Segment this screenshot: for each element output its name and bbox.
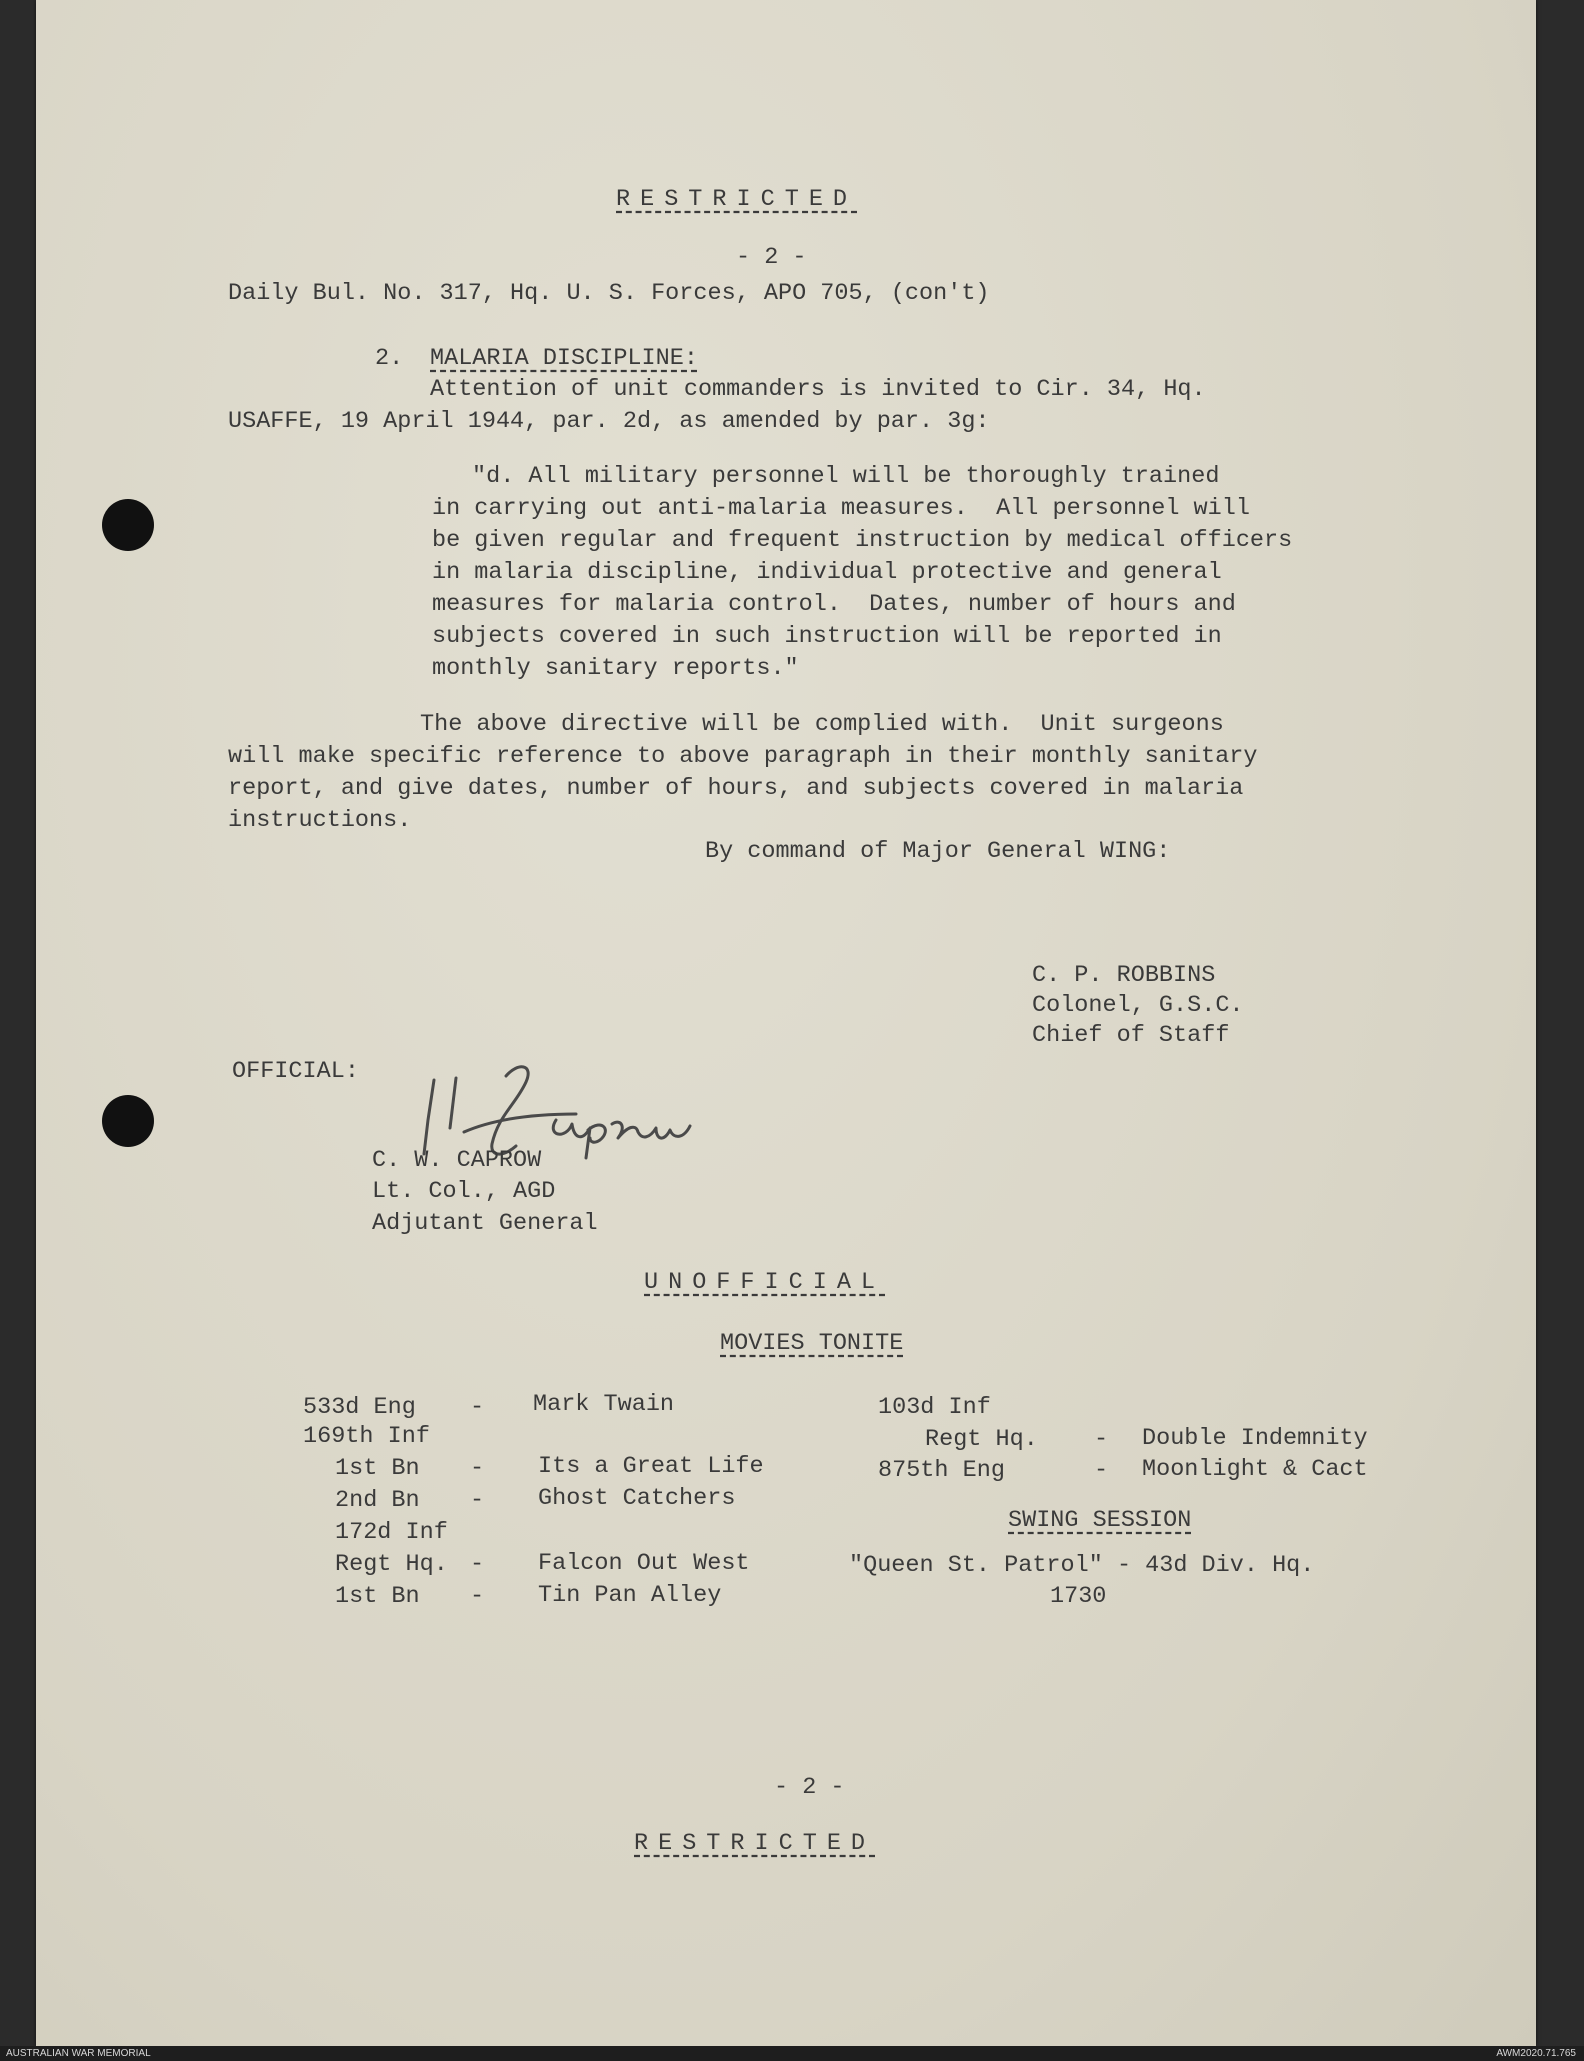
chief-of-staff-rank: Colonel, G.S.C. [1032, 992, 1244, 1019]
archive-name: AUSTRALIAN WAR MEMORIAL [6, 2048, 151, 2059]
archive-footer-bar [0, 2046, 1584, 2061]
movie-title: Falcon Out West [538, 1550, 750, 1577]
movie-title: Moonlight & Cact [1142, 1456, 1368, 1483]
swing-session-time: 1730 [1050, 1583, 1107, 1610]
swing-session-event: "Queen St. Patrol" - 43d Div. Hq. [849, 1552, 1315, 1579]
movie-unit: 1st Bn [335, 1455, 420, 1482]
movie-unit: 2nd Bn [335, 1487, 420, 1514]
unofficial-heading: UNOFFICIAL [644, 1269, 886, 1296]
directive-line-1: The above directive will be complied with. Unit surgeons [420, 711, 1224, 738]
movie-unit: 875th Eng [878, 1457, 1005, 1484]
movie-unit: 172d Inf [335, 1519, 448, 1546]
movie-unit: Regt Hq. [925, 1426, 1038, 1453]
chief-of-staff-title: Chief of Staff [1032, 1022, 1230, 1049]
directive-line-3: report, and give dates, number of hours, and subjects covered in malaria [228, 775, 1244, 802]
punch-hole-top [102, 499, 154, 551]
punch-hole-bottom [102, 1095, 154, 1147]
section-title: MALARIA DISCIPLINE: [430, 345, 698, 372]
archive-reference: AWM2020.71.765 [1496, 2048, 1576, 2059]
movie-title: Mark Twain [533, 1391, 675, 1418]
directive-line-4: instructions. [228, 807, 412, 834]
movie-unit: Regt Hq. [335, 1551, 448, 1578]
quote-line-3: be given regular and frequent instruction by medical officers [432, 527, 1293, 554]
document-page [36, 0, 1536, 2046]
movie-dash: - [470, 1583, 485, 1610]
official-rank: Lt. Col., AGD [372, 1178, 556, 1205]
quote-line-6: subjects covered in such instruction will be reported in [432, 623, 1222, 650]
official-label: OFFICIAL: [232, 1058, 359, 1085]
movies-heading: MOVIES TONITE [720, 1330, 904, 1357]
quote-line-1: "d. All military personnel will be thoroughly trained [472, 463, 1220, 490]
command-line: By command of Major General WING: [705, 838, 1171, 865]
intro-line-2: USAFFE, 19 April 1944, par. 2d, as amended by par. 3g: [228, 408, 990, 435]
classification-footer: RESTRICTED [634, 1830, 876, 1857]
quote-line-4: in malaria discipline, individual protective and general [432, 559, 1222, 586]
movie-title: Tin Pan Alley [538, 1582, 722, 1609]
classification-header: RESTRICTED [616, 186, 858, 213]
quote-line-7: monthly sanitary reports." [432, 655, 799, 682]
official-title: Adjutant General [372, 1210, 598, 1237]
movie-dash: - [470, 1455, 485, 1482]
quote-line-5: measures for malaria control. Dates, number of hours and [432, 591, 1236, 618]
movie-dash: - [1094, 1457, 1109, 1484]
movie-unit: 533d Eng [303, 1394, 416, 1421]
movie-dash: - [1094, 1426, 1109, 1453]
intro-line-1: Attention of unit commanders is invited to Cir. 34, Hq. [430, 376, 1206, 403]
movie-dash: - [470, 1487, 485, 1514]
movie-unit: 103d Inf [878, 1394, 991, 1421]
official-name: C. W. CAPROW [372, 1147, 542, 1174]
movie-unit: 169th Inf [303, 1423, 430, 1450]
section-number: 2. [375, 345, 404, 372]
chief-of-staff-name: C. P. ROBBINS [1032, 962, 1216, 989]
movie-title: Its a Great Life [538, 1453, 764, 1480]
swing-session-heading: SWING SESSION [1008, 1507, 1192, 1534]
page-number-bottom: - 2 - [774, 1774, 845, 1801]
directive-line-2: will make specific reference to above paragraph in their monthly sanitary [228, 743, 1258, 770]
movie-dash: - [470, 1394, 485, 1421]
movie-title: Ghost Catchers [538, 1485, 736, 1512]
bulletin-reference: Daily Bul. No. 317, Hq. U. S. Forces, APO 705, (con't) [228, 280, 990, 307]
movie-unit: 1st Bn [335, 1583, 420, 1610]
movie-title: Double Indemnity [1142, 1425, 1368, 1452]
quote-line-2: in carrying out anti-malaria measures. All personnel will [432, 495, 1250, 522]
page-number-top: - 2 - [736, 244, 807, 271]
movie-dash: - [470, 1551, 485, 1578]
